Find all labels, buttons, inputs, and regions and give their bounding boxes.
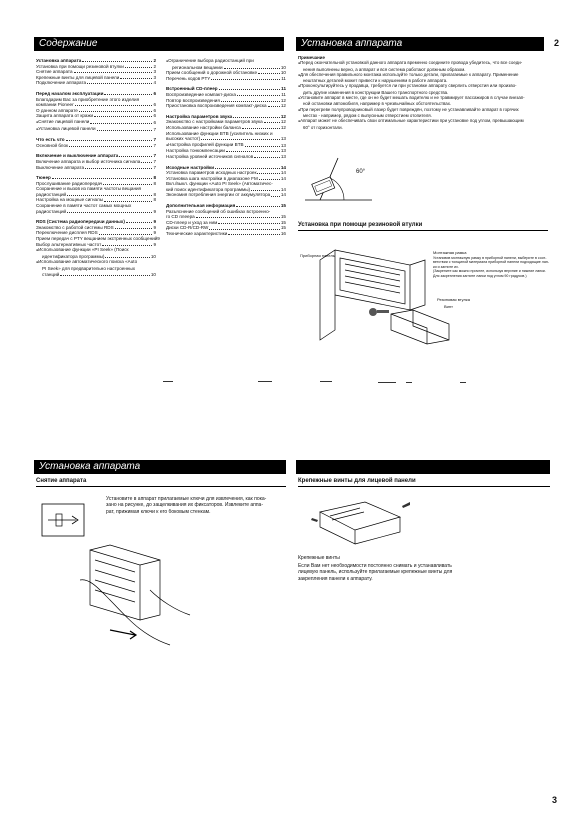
toc-entry-title: радиостанций (36, 208, 67, 214)
toc-entry-title: Прием сообщений о дорожной обстановке (166, 70, 258, 76)
rubber-bush-rule (298, 230, 548, 231)
toc-page-number: 12 (280, 103, 286, 109)
text-line: ки и загните их. (433, 264, 459, 269)
toc-page-number: 11 (281, 86, 286, 92)
toc-leader-dots (211, 79, 280, 80)
toc-column-1 (36, 58, 160, 277)
toc-page-number: 7 (153, 158, 156, 164)
toc-entry[interactable] (36, 247, 156, 254)
text-line: 60° от горизонтали. (303, 124, 343, 130)
toc-entry-title: Вкл./выкл. функции «Auto PI Seek» (Автоматичес- (166, 181, 273, 187)
rubber-bush-illustration (315, 240, 455, 345)
toc-leader-dots (87, 83, 152, 84)
text-line: лицевую панель, используйте прилагаемые крепежные винты для (298, 569, 453, 576)
text-line: ● Установите аппарат в месте, где он не будет мешать водителю и не травмирует пассажиров в случае внезап- (298, 95, 548, 101)
toc-leader-dots (257, 173, 279, 174)
toc-entry-title: Прослушивание радиопередач (36, 180, 103, 186)
toc-entry[interactable] (166, 58, 286, 65)
toc-entry-title: Дополнительная информация (166, 203, 236, 209)
toc-page-number: 8 (153, 197, 156, 203)
toc-entry-title: Знакомство с настройками параметров звука (166, 119, 263, 125)
toc-entry-title: Приостановка воспроизведения компакт-диска (166, 103, 267, 109)
toc-leader-dots (233, 117, 280, 118)
toc-page-number: 7 (153, 137, 156, 143)
separator-dash-2 (258, 381, 272, 382)
toc-leader-dots (237, 95, 280, 96)
toc-entry-title: кий поиск идентификатора программы) (166, 186, 251, 192)
toc-page-number: 2 (153, 63, 156, 69)
toc-leader-dots (115, 228, 153, 229)
toc-entry-title: высоких частот) (166, 136, 201, 142)
toc-page-number: 12 (280, 119, 286, 125)
toc-leader-dots (82, 61, 152, 62)
toc-entry-title: ● Ограничение выбора радиостанций при (166, 58, 254, 65)
toc-entry-title: региональном вещании (172, 64, 223, 70)
toc-page-number: 10 (280, 70, 286, 76)
toc-leader-dots (126, 222, 153, 223)
toc-page-number: 3 (153, 69, 156, 75)
text-line: Для закрепления загните лапки под углом 90 градусов.) (433, 273, 527, 278)
toc-leader-dots (75, 105, 153, 106)
label-sleeve: Монтажная рамка (433, 250, 467, 255)
toc-entry-title: PI Seek» для предварительно настроенных (42, 266, 136, 271)
toc-leader-dots (105, 257, 149, 258)
toc-page-number: 14 (280, 186, 286, 192)
toc-leader-dots (219, 89, 281, 90)
toc-leader-dots (242, 128, 280, 129)
toc-leader-dots (97, 130, 153, 131)
toc-entry-title: Сохранение и вызов из памяти частоты вещания (36, 186, 142, 192)
angle-label: 60° (356, 169, 366, 175)
toc-entry-title: Перечень кодов PTY (166, 75, 211, 81)
note-block (298, 55, 548, 130)
toc-page-number: 10 (150, 271, 156, 277)
toc-entry-title: ● Использование функции «PI Seek» (Поиск (36, 247, 129, 254)
screws-title: Крепежные винты для лицевой панели (298, 478, 416, 484)
toc-leader-dots (79, 111, 153, 112)
note-list (298, 60, 548, 130)
text-line: зано на рисунке, до защелкивания их фиксаторов. Извлеките аппа- (106, 502, 264, 509)
toc-column-2 (166, 58, 286, 237)
toc-entry[interactable] (166, 231, 286, 237)
toc-page-number: 8 (153, 180, 156, 186)
toc-page-number: 11 (281, 75, 286, 81)
toc-entry-title: Подключение аппарата (36, 80, 87, 86)
text-line: ветствии с толщиной материала приборной панели подходящие лап- (433, 260, 549, 265)
toc-leader-dots (196, 217, 280, 218)
separator-dash-5 (406, 382, 412, 383)
toc-page-number: 10 (150, 253, 156, 259)
toc-page-number: 7 (153, 126, 156, 132)
toc-leader-dots (66, 140, 153, 141)
toc-entry-title: Что есть что (36, 137, 65, 143)
toc-entry[interactable] (36, 272, 156, 278)
separator-dash-4 (378, 382, 396, 383)
toc-leader-dots (104, 201, 152, 202)
toc-entry-title: Снятие аппарата (36, 69, 73, 75)
label-rubber-bush: Резиновая втулка (437, 297, 470, 302)
toc-entry-title: ● Настройка профилей функции BTB (166, 142, 244, 149)
toc-leader-dots (67, 195, 152, 196)
removal-title: Снятие аппарата (36, 478, 87, 484)
toc-leader-dots (228, 234, 280, 235)
toc-page-number: 4 (153, 80, 156, 86)
toc-page-number: 16 (280, 231, 286, 237)
toc-page-number: 13 (280, 142, 286, 148)
toc-leader-dots (215, 168, 280, 169)
toc-entry-title: Переключение дисплея RDS (36, 230, 98, 236)
toc-entry-title: Экономия потребления энергии от аккумулятора (166, 192, 271, 198)
toc-leader-dots (52, 178, 153, 179)
toc-leader-dots (226, 151, 280, 152)
text-line: (Закрепите как можно прочнее, используя верхние и нижние лапки. (433, 269, 546, 274)
text-line: ● Перед окончательной установкой данного аппарата временно соедините провода убедитесь, что все соеди- (298, 60, 548, 66)
toc-entry[interactable] (36, 126, 156, 133)
toc-page-number: 14 (280, 170, 286, 176)
page-number-2: 2 (554, 38, 560, 48)
text-line: рат, прижимая ключи к его боковым стенкам. (106, 508, 211, 515)
toc-entry-title: Воспроизведение компакт-диска (166, 91, 236, 97)
installation-header-bottom: Установка аппарата (34, 460, 286, 474)
toc-entry[interactable] (166, 192, 286, 198)
toc-leader-dots (271, 196, 280, 197)
note-title: Примечание (298, 55, 325, 60)
toc-page-number: 2 (153, 58, 156, 63)
extraction-key-icon (38, 500, 88, 540)
toc-entry-title: станций (42, 271, 60, 277)
text-line: ● Для обеспечения правильного монтажа используйте только детали, прилагаемые к аппарату. Применение (298, 72, 548, 78)
text-line: ● Проконсультируйтесь у продавца, требуется ли при установке аппарату сверлить отверстия или произво- (298, 83, 548, 89)
text-line: ной остановки автомобиля, например в чрезвычайных обстоятельствах. (303, 101, 452, 107)
toc-leader-dots (201, 139, 280, 140)
toc-leader-dots (221, 101, 280, 102)
toc-page-number: 14 (280, 164, 286, 170)
text-line: ● При перегреве полупроводниковый лазер будет повреждён, поэтому не устанавливайте аппарат в горячих (298, 107, 548, 113)
toc-entry-title: ● Установка лицевой панели (36, 126, 96, 133)
toc-leader-dots (251, 190, 280, 191)
toc-leader-dots (141, 162, 152, 163)
toc-page-number: 9 (157, 236, 160, 242)
toc-entry-title: Использование настройки баланса (166, 124, 241, 130)
toc-leader-dots (104, 94, 152, 95)
toc-page-number: 15 (280, 214, 286, 220)
toc-page-number: 6 (153, 90, 156, 96)
toc-entry-title: Разъяснение сообщений об ошибках встроенно- (166, 208, 271, 214)
toc-leader-dots (103, 184, 152, 185)
toc-entry[interactable] (36, 119, 156, 126)
toc-leader-dots (85, 168, 152, 169)
text-line: Установив монтажную рамку в приборной панели, выберите в соот- (433, 256, 547, 260)
toc-leader-dots (119, 156, 152, 157)
toc-page-number: 13 (280, 153, 286, 159)
text-line: нештатных деталей может привести к нарушениям в работе аппарата. (303, 78, 448, 84)
toc-leader-dots (209, 229, 280, 230)
toc-entry-title: Повтор воспроизведения (166, 97, 220, 103)
toc-entry-title: Настройка тонкомпенсации (166, 148, 226, 154)
toc-page-number: 14 (280, 192, 286, 198)
removal-text (106, 496, 286, 515)
toc-leader-dots (258, 73, 280, 74)
label-dashboard: Приборная панель (300, 253, 335, 258)
toc-leader-dots (236, 206, 280, 207)
toc-page-number: 7 (153, 153, 156, 159)
toc-page-number: 10 (280, 64, 286, 70)
toc-page-number: 9 (153, 208, 156, 214)
toc-leader-dots (102, 245, 152, 246)
angle-diagram (300, 150, 380, 216)
toc-entry-title: компании Pioneer (36, 102, 74, 108)
toc-page-number: 9 (153, 219, 156, 225)
toc-entry-title: Диски CD-R/CD-RW (166, 225, 209, 231)
toc-entry-title: Прием передач с PTY вещанием экстренных сообщений (36, 236, 158, 242)
text-line: закрепления панели к аппарату. (298, 575, 373, 582)
toc-entry-title: го CD плеера (166, 214, 195, 220)
toc-page-number: 15 (280, 203, 286, 209)
text-line: нения выполнены верно, а аппарат и вся система работают должным образом. (303, 66, 466, 72)
removal-rule (36, 486, 286, 487)
toc-entry-title: Настройка параметров звука (166, 113, 233, 119)
toc-entry-title: Установка параметров исходных настроек (166, 170, 257, 176)
black-bar-bottom-right (296, 460, 550, 474)
toc-entry-title: Крепежные винты для лицевой панели (36, 74, 120, 80)
toc-page-number: 7 (153, 164, 156, 170)
toc-entry-title: Исходные настройки (166, 164, 215, 170)
toc-entry-title: Сохранение в памяти частот самых мощных (36, 203, 132, 209)
toc-page-number: 11 (281, 91, 286, 97)
toc-entry-title: Использование функции BTB (усилитель низких и (166, 130, 273, 136)
screws-rule (298, 486, 550, 487)
toc-leader-dots (99, 234, 153, 235)
toc-page-number: 13 (280, 148, 286, 154)
toc-entry-title: Благодарим Вас за приобретение этого изделия (36, 96, 140, 102)
toc-entry-title: Установка шага настройки в диапазоне FM (166, 175, 258, 181)
separator-dash-1 (163, 381, 173, 382)
toc-leader-dots (268, 106, 280, 107)
toc-entry-title: Встроенный CD-плеер (166, 86, 218, 92)
toc-leader-dots (69, 146, 152, 147)
toc-page-number: 12 (280, 97, 286, 103)
toc-entry-title: Настройка на мощные сигналы (36, 197, 104, 203)
toc-leader-dots (218, 223, 280, 224)
toc-page-number: 12 (280, 113, 286, 119)
toc-page-number: 15 (280, 225, 286, 231)
toc-leader-dots (67, 212, 152, 213)
toc-page-number: 13 (280, 136, 286, 142)
toc-entry[interactable] (36, 259, 156, 266)
toc-page-number: 9 (153, 241, 156, 247)
separator-dash-6 (460, 382, 466, 383)
toc-leader-dots (259, 179, 280, 180)
toc-leader-dots (254, 157, 280, 158)
toc-entry-title: ● Снятие лицевой панели (36, 119, 89, 126)
text-line: Если Вам нет необходимости постоянно снимать и устанавливать (298, 563, 452, 569)
contents-header: Содержание (34, 37, 284, 51)
text-line: дить другие изменения в конструкции Вашего транспортного средства. (303, 89, 449, 95)
toc-leader-dots (90, 123, 152, 124)
toc-entry-title: Установка при помощи резиновой втулки (36, 63, 124, 69)
toc-page-number: 6 (153, 102, 156, 108)
toc-entry-title: Основной блок (36, 142, 69, 148)
toc-page-number: 9 (153, 230, 156, 236)
toc-page-number: 6 (153, 119, 156, 125)
toc-entry-title: Защита аппарата от кражи (36, 113, 94, 119)
toc-page-number: 8 (153, 191, 156, 197)
toc-leader-dots (125, 67, 153, 68)
separator-dash-3 (320, 381, 332, 382)
toc-page-number: 12 (280, 124, 286, 130)
toc-entry-title: Установка аппарата (36, 58, 82, 63)
text-line: местах - например, рядом с выпускным отверстием отопителя. (303, 112, 432, 118)
toc-entry-title: идентификатора программы) (42, 253, 105, 259)
screws-text (298, 563, 548, 582)
toc-entry-title: RDS (Система радиопередачи данных) (36, 219, 125, 225)
toc-page-number: 6 (153, 113, 156, 119)
toc-entry-title: радиостанций (36, 191, 67, 197)
removal-illustration (80, 540, 200, 650)
toc-entry-title: Включение и выключение аппарата (36, 153, 119, 159)
rubber-bush-title: Установка при помощи резиновой втулки (298, 222, 423, 228)
toc-entry-title: Включение аппарата и выбор источника сигнала (36, 158, 141, 164)
installation-header: Установка аппарата (296, 37, 544, 51)
toc-page-number: 9 (153, 224, 156, 230)
page-number-3: 3 (552, 795, 558, 805)
text-line: ● Аппарат может не обеспечивать свои оптимальные характеристики при установке под углом, превышающим (298, 118, 548, 124)
toc-page-number: 3 (153, 74, 156, 80)
toc-entry-title: Технические характеристики (166, 231, 228, 237)
text-line: Установите в аппарат прилагаемые ключи для извлечения, как пока- (106, 496, 267, 502)
toc-entry-title: Выключение аппарата (36, 164, 85, 170)
toc-entry-title: Тюнер (36, 175, 51, 181)
toc-entry-title: CD-плеер и уход за ним (166, 219, 218, 225)
toc-entry-title: Выбор альтернативных частот (36, 241, 102, 247)
toc-entry-title: О данном аппарате (36, 107, 78, 113)
label-screw: Винт (444, 304, 453, 309)
toc-entry-title: Настройка уровней источников сигналов (166, 153, 254, 159)
toc-entry-title: ● Использование автоматического поиска «Auto (36, 259, 137, 266)
toc-leader-dots (74, 72, 153, 73)
toc-page-number: 14 (280, 175, 286, 181)
toc-leader-dots (120, 78, 152, 79)
toc-leader-dots (60, 275, 150, 276)
toc-entry-title: Перед началом эксплуатации (36, 90, 104, 96)
toc-page-number: 8 (153, 175, 156, 181)
toc-leader-dots (245, 146, 280, 147)
toc-entry-title: Знакомство с работой системы RDS (36, 224, 114, 230)
toc-leader-dots (264, 122, 280, 123)
toc-page-number: 7 (153, 142, 156, 148)
toc-page-number: 6 (153, 107, 156, 113)
toc-leader-dots (94, 116, 152, 117)
screws-illustration (310, 492, 410, 552)
toc-page-number: 15 (280, 219, 286, 225)
screws-label: Крепежные винты (298, 555, 340, 561)
toc-leader-dots (224, 68, 280, 69)
